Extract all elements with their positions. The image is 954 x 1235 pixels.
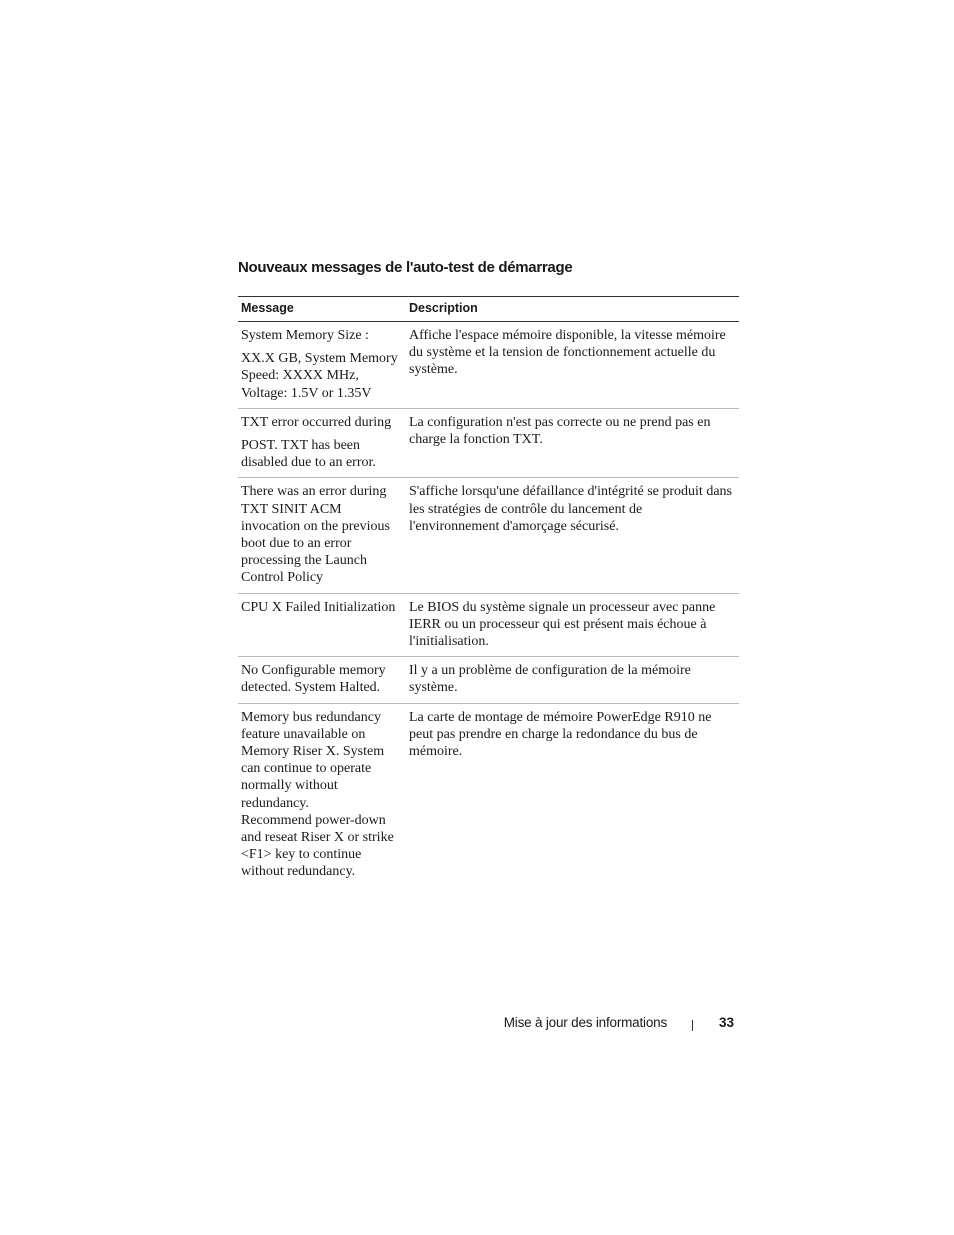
message-text: TXT error occurred during (241, 414, 392, 430)
message-text: Memory bus redundancy feature unavailable on Memory Riser X. System can continue to operate normally without redundancy. (241, 709, 385, 811)
message-text: CPU X Failed Initialization (241, 599, 396, 615)
description-cell: La carte de montage de mémoire PowerEdge R910 ne peut pas prendre en charge la redondance du bus de mémoire. (409, 709, 712, 760)
table-row (238, 478, 739, 593)
message-cell (238, 322, 406, 409)
section-title: Nouveaux messages de l'auto-test de démarrage (238, 259, 573, 276)
description-cell: La configuration n'est pas correcte ou ne prend pas en charge la fonction TXT. (406, 408, 739, 478)
table-row (238, 703, 739, 887)
message-cell (238, 657, 406, 703)
message-cell (238, 703, 406, 887)
message-text: XX.X GB, System Memory Speed: XXXX MHz, Voltage: 1.5V or 1.35V (241, 351, 398, 401)
description-cell: Affiche l'espace mémoire disponible, la vitesse mémoire du système et la tension de fonctionnement actuelle du système. (406, 322, 739, 409)
description-cell: Le BIOS du système signale un processeur avec panne IERR ou un processeur qui est présent mais échoue à l'initialisation. (406, 593, 739, 657)
footer-chapter-label: Mise à jour des informations (503, 1015, 667, 1030)
header-description: Description (406, 297, 739, 322)
message-cell (238, 593, 406, 657)
message-text: There was an error during TXT SINIT ACM invocation on the previous boot due to an error processing the Launch Control Policy (241, 484, 390, 586)
message-text: POST. TXT has been disabled due to an error. (241, 438, 376, 471)
description-cell: Il y a un problème de configuration de la mémoire système. (406, 657, 739, 703)
page-number: 33 (719, 1015, 735, 1030)
table-row (238, 657, 739, 703)
post-messages-table (238, 296, 739, 887)
message-text: No Configurable memory detected. System Halted. (241, 663, 386, 696)
message-cell (238, 478, 406, 593)
table-header-row (238, 297, 739, 322)
message-cell (238, 408, 406, 478)
message-text: Recommend power-down and reseat Riser X or strike <F1> key to continue without redundancy. (241, 812, 394, 880)
table-row (238, 408, 739, 478)
page-footer (0, 1015, 954, 1035)
table-row (238, 593, 739, 657)
header-message: Message (238, 297, 406, 322)
table-row (238, 322, 739, 409)
footer-separator (692, 1020, 693, 1031)
message-text: System Memory Size : (241, 328, 369, 343)
description-cell: S'affiche lorsqu'une défaillance d'intégrité se produit dans les stratégies de contrôle du lancement de l'environnement d'amorçage sécurisé. (406, 478, 739, 593)
